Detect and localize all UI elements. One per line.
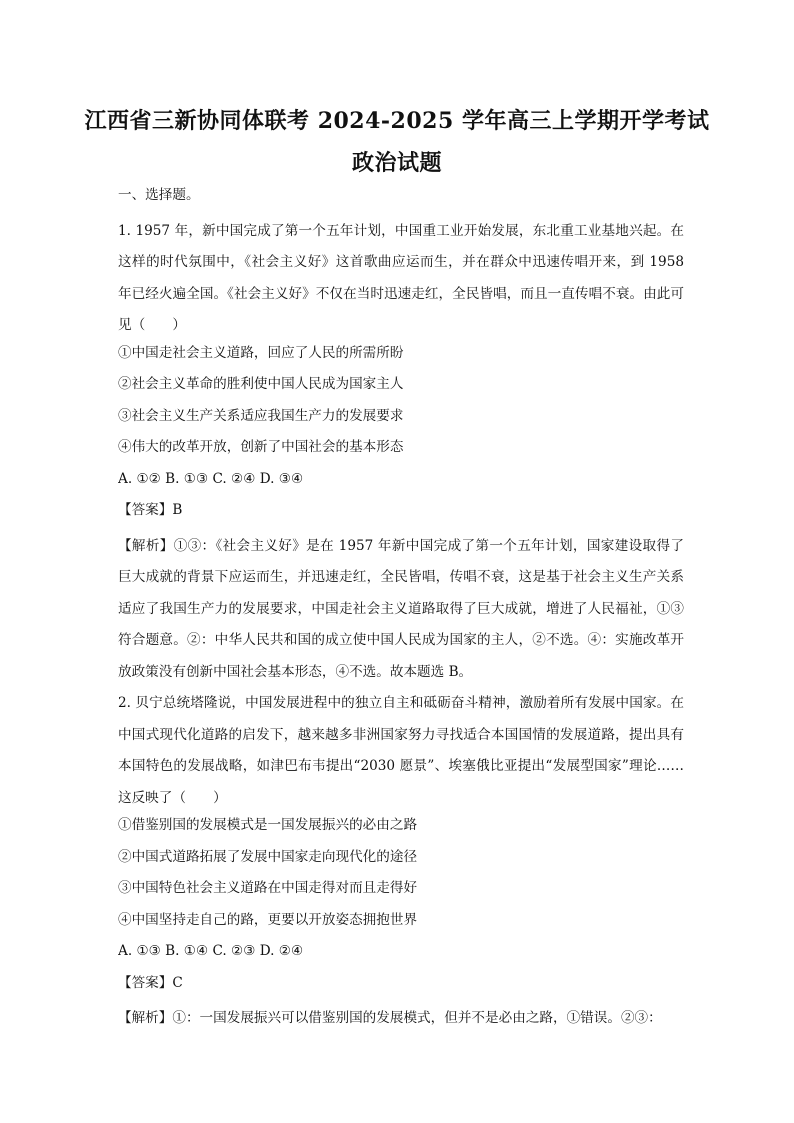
section-heading: 一、选择题。	[118, 187, 200, 203]
page-title: 江西省三新协同体联考 2024-2025 学年高三上学期开学考试	[84, 108, 710, 134]
question-2-answer: 【答案】C	[118, 974, 183, 991]
question-1-option-2: ②社会主义革命的胜利使中国人民成为国家主人	[118, 376, 404, 392]
question-2-option-2: ②中国式道路拓展了发展中国家走向现代化的途径	[118, 848, 418, 865]
question-2-analysis: 【解析】①：一国发展振兴可以借鉴别国的发展模式，但并不是必由之路，①错误。②③：	[118, 1010, 662, 1026]
question-1-choices: A. ①② B. ①③ C. ②④ D. ③④	[118, 470, 304, 487]
question-2-option-4: ④中国坚持走自己的路，更要以开放姿态拥抱世界	[118, 911, 418, 928]
question-2-stem: 2. 贝宁总统塔隆说，中国发展进程中的独立自主和砥砺奋斗精神，激励着所有发展中国家。在中国式现代化道路的启发下，越来越多非洲国家努力寻找适合本国国情的发展道路，提出具有本国特色的发展战略，如津巴布韦提出“2030 愿景”、埃塞俄比亚提出“发展型国家”理论……这反映了（ ）	[118, 695, 684, 806]
question-1-option-3: ③社会主义生产关系适应我国生产力的发展要求	[118, 407, 404, 424]
question-1-option-1: ①中国走社会主义道路，回应了人民的所需所盼	[118, 344, 404, 361]
question-1-option-4: ④伟大的改革开放，创新了中国社会的基本形态	[118, 439, 404, 455]
question-2-choices: A. ①③ B. ①④ C. ②③ D. ②④	[118, 943, 304, 959]
question-2-option-1: ①借鉴别国的发展模式是一国发展振兴的必由之路	[118, 817, 418, 833]
question-1-analysis: 【解析】①③：《社会主义好》是在 1957 年新中国完成了第一个五年计划，国家建设取得了巨大成就的背景下应运而生，并迅速走红，全民皆唱，传唱不衰，这是基于社会主义生产关系适应了我国生产力的发展要求，中国走社会主义道路取得了巨大成就，增进了人民福祉，①③符合题意。②：中华人民共和国的成立使中国人民成为国家的主人，②不选。④：实施改革开放政策没有创新中国社会基本形态，④不选。故本题选 B。	[118, 537, 684, 680]
question-1-stem: 1. 1957 年，新中国完成了第一个五年计划，中国重工业开始发展，东北重工业基地兴起。在这样的时代氛围中，《社会主义好》这首歌曲应运而生，并在群众中迅速传唱开来，到 1958 年已经火遍全国。《社会主义好》不仅在当时迅速走红，全民皆唱，而且一直传唱不衰。由此可见（ ）	[118, 222, 684, 333]
document-body	[118, 184, 684, 1035]
page-subtitle: 政治试题	[351, 150, 442, 176]
question-1-answer: 【答案】B	[118, 502, 183, 518]
question-2-option-3: ③中国特色社会主义道路在中国走得对而且走得好	[118, 880, 418, 896]
